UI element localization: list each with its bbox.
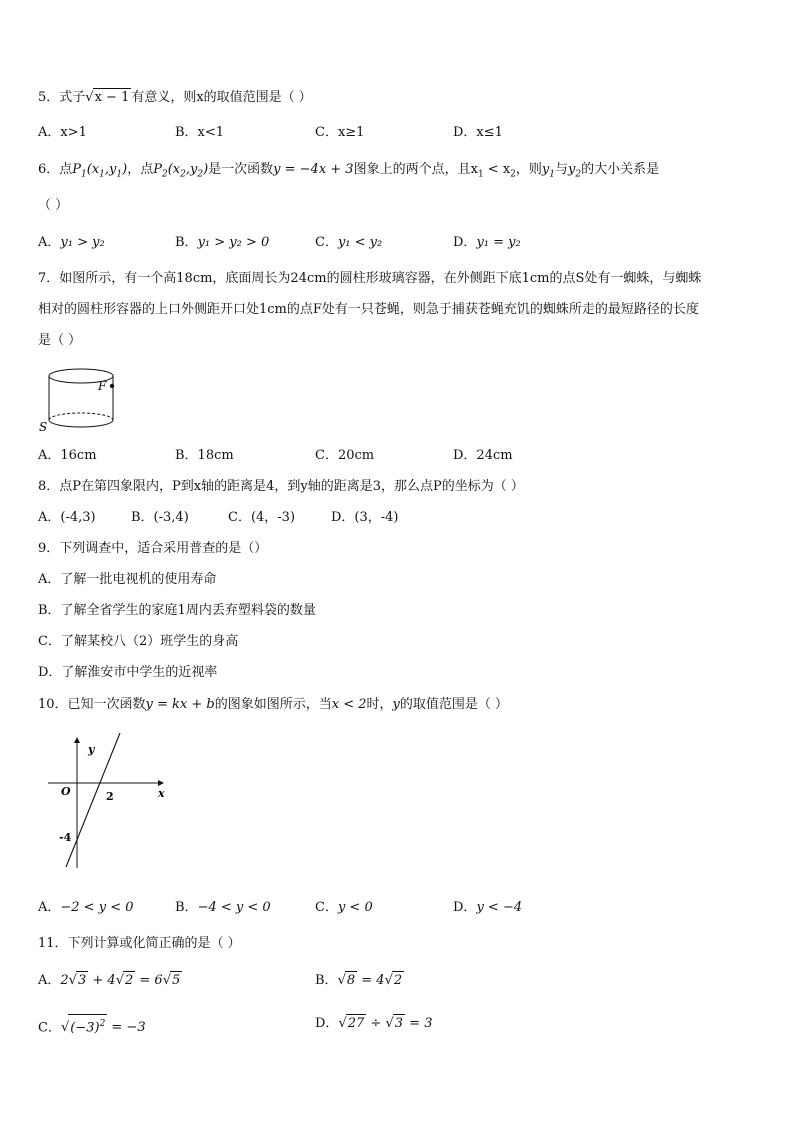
q10-var: y <box>392 697 400 712</box>
q5-suffix: 有意义，则x的取值范围是（ ） <box>131 90 312 105</box>
q10-function: y = kx + b <box>145 697 215 712</box>
q10-text-2: 的图象如图所示，当 <box>214 697 332 712</box>
q6-point-p1: $P_1(x_1,y_1)$ <box>72 162 128 180</box>
q10-option-c[interactable]: C．y < 0 <box>315 900 373 915</box>
q7-line-3: 是（ ） <box>38 333 82 348</box>
q9-option-c[interactable]: C．了解某校八（2）班学生的身高 <box>38 634 239 649</box>
label-origin: O <box>61 785 71 798</box>
q6-option-c[interactable]: C．y₁ < y₂ <box>315 235 383 250</box>
linear-function-graph <box>48 733 173 873</box>
question-6 <box>38 161 659 184</box>
q7-line-2: 相对的圆柱形容器的上口外侧距开口处1cm的点F处有一只苍蝇，则急于捕获苍蝇充饥的蜘蛛所走的最短路径的长度 <box>38 302 699 317</box>
q8-option-c[interactable]: C．(4，-3) <box>228 510 296 525</box>
q6-text-3: 是一次函数 <box>208 162 274 177</box>
q6-y1: $y_1$ <box>541 162 556 180</box>
q5-radicand: x − 1 <box>94 90 130 105</box>
cylinder-figure <box>36 364 126 436</box>
q10-text-4: 的取值范围是（ ） <box>399 697 509 712</box>
label-y-axis: y <box>88 743 95 756</box>
q5-option-c[interactable]: C．x≥1 <box>315 125 365 140</box>
q6-text-2: ，点 <box>127 162 154 177</box>
q6-text-5: 与 <box>555 162 569 177</box>
q10-condition: x < 2 <box>331 697 367 712</box>
q6-option-d[interactable]: D．y₁ = y₂ <box>453 235 521 250</box>
q9-option-b[interactable]: B．了解全省学生的家庭1周内丢弃塑料袋的数量 <box>38 603 316 618</box>
q6-point-p2: $P_2(x_2,y_2)$ <box>153 162 209 180</box>
question-9: 9．下列调查中，适合采用普查的是（） <box>38 541 268 556</box>
q6-function: y = −4x + 3 <box>273 162 354 177</box>
q6-text-6: 的大小关系是 <box>581 162 660 177</box>
label-f: F <box>98 379 107 393</box>
q7-option-d[interactable]: D．24cm <box>453 448 513 463</box>
label-minus-four: -4 <box>59 831 72 844</box>
q5-option-a[interactable]: A．x>1 <box>38 125 87 140</box>
q6-y2: $y_2$ <box>568 162 582 180</box>
q7-option-c[interactable]: C．20cm <box>315 448 375 463</box>
q9-option-d[interactable]: D．了解淮安市中学生的近视率 <box>38 665 218 680</box>
q11-option-b[interactable]: B．√8 = 4√2 <box>315 973 403 988</box>
q10-option-a[interactable]: A．−2 < y < 0 <box>38 900 134 915</box>
q10-option-b[interactable]: B．−4 < y < 0 <box>175 900 271 915</box>
label-x-axis: x <box>158 787 165 800</box>
label-s: S <box>39 420 48 434</box>
q6-option-a[interactable]: A．y₁ > y₂ <box>38 235 105 250</box>
q10-text-3: 时， <box>366 697 393 712</box>
q11-option-d[interactable]: D．√27 ÷ √3 = 3 <box>315 1016 433 1031</box>
q5-option-d[interactable]: D．x≤1 <box>453 125 503 140</box>
q7-option-a[interactable]: A．16cm <box>38 448 97 463</box>
question-11: 11．下列计算或化简正确的是（ ） <box>38 936 241 951</box>
q5-prefix: 5．式子 <box>38 90 86 105</box>
q8-option-d[interactable]: D．(3，-4) <box>331 510 399 525</box>
question-8: 8．点P在第四象限内，P到x轴的距离是4，到y轴的距离是3，那么点P的坐标为（ ） <box>38 479 524 494</box>
q7-option-b[interactable]: B．18cm <box>175 448 234 463</box>
q11-option-a[interactable]: A．2√3 + 4√2 = 6√5 <box>38 973 181 988</box>
q6-text-1: 6．点 <box>38 162 73 177</box>
q6-option-b[interactable]: B．y₁ > y₂ > 0 <box>175 235 270 250</box>
q10-option-d[interactable]: D．y < −4 <box>453 900 523 915</box>
q7-line-1: 7．如图所示，有一个高18cm，底面周长为24cm的圆柱形玻璃容器，在外侧距下底1cm的点S处有一蜘蛛，与蜘蛛 <box>38 271 702 286</box>
q6-bracket: （ ） <box>38 198 69 213</box>
question-10 <box>38 696 508 714</box>
q9-option-a[interactable]: A．了解一批电视机的使用寿命 <box>38 572 217 587</box>
question-5: 5．式子√x − 1 有意义，则x的取值范围是（ ） <box>38 90 312 105</box>
q8-option-b[interactable]: B．(-3,4) <box>131 510 189 525</box>
label-two: 2 <box>106 790 114 803</box>
q5-option-b[interactable]: B．x<1 <box>175 125 225 140</box>
q8-option-a[interactable]: A．(-4,3) <box>38 510 96 525</box>
q11-option-c[interactable]: C．$√(-3)^2 = -3$ <box>38 1014 146 1037</box>
q6-text-4: 图象上的两个点，且$x_1 < x_2$，则 <box>353 162 542 180</box>
q10-text-1: 10．已知一次函数 <box>38 697 146 712</box>
